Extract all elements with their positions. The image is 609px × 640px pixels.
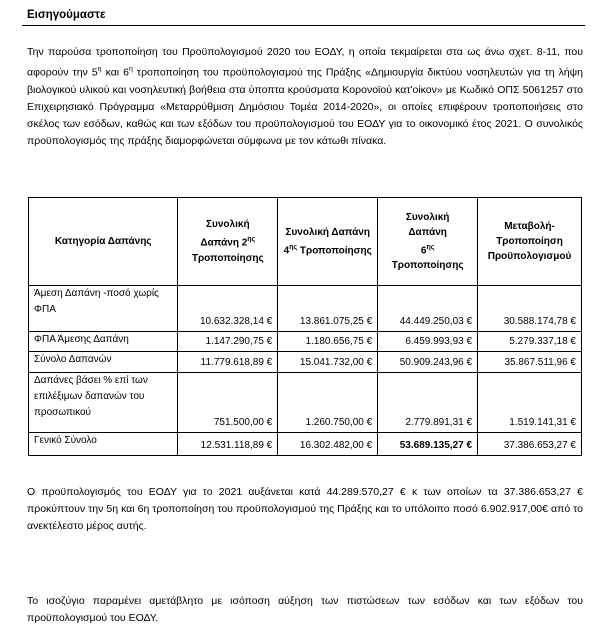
section-heading: Εισηγούμαστε (27, 9, 106, 21)
row-label: Δαπάνες βάσει % επί των επιλέξιμων δαπανών του προσωπικού (29, 373, 178, 433)
row-label: Σύνολο Δαπανών (29, 352, 178, 373)
table-row (29, 373, 582, 433)
cell-value: 6.459.993,93 € (378, 332, 478, 352)
cell-value: 35.867.511,96 € (478, 352, 582, 373)
intro-sup1: η (97, 66, 102, 73)
intro-text-part3: τροποποίηση του προϋπολογισμού της Πράξης «Δημιουργία δικτύου νοσηλευτών για τη λήψη βιολογικού υλικού και νοσηλευτική βοήθεια στα ύποπτα κρούσματα Κορονοϊού κατ'οίκον» με Κωδικό ΟΠΣ 5061257 στο Επιχειρησιακό Πρόγραμμα «Μεταρρύθμιση Δημόσιου Τομέα 2014-2020», οι οποίες επιφέρουν τροποποιήσεις στο σκέλος των εσόδων, καθώς και των εξόδων του προϋπολογισμού του ΕΟΔΥ για το οικονομικό έτος 2021. Ο συνολικός προϋπολογισμός της πράξης διαμορφώνεται σύμφωνα με τον κάτωθι πίνακα. (27, 66, 583, 147)
header-2nd-revision: Συνολική Δαπάνη $2^{\eta\varsigma}$ Τροποποίησης (178, 198, 278, 286)
cell-value: 30.588.174,78 € (478, 286, 582, 332)
header-4th-revision: Συνολική Δαπάνη $4^{\eta\varsigma}$ Τροποποίησης (278, 198, 378, 286)
header-budget-change: Μεταβολή- Τροποποίηση Προϋπολογισμού (478, 198, 582, 286)
cell-value: 1.260.750,00 € (278, 373, 378, 433)
table-row-total (29, 433, 582, 456)
cell-value: 10.632.328,14 € (178, 286, 278, 332)
cell-value: 12.531.118,89 € (178, 433, 278, 456)
budget-table (28, 197, 582, 456)
table-row (29, 352, 582, 373)
cell-value: 11.779.618,89 € (178, 352, 278, 373)
cell-value-highlight: 53.689.135,27 € (378, 433, 478, 456)
row-label: Γενικό Σύνολο (29, 433, 178, 456)
cell-value: 16.302.482,00 € (278, 433, 378, 456)
table-row (29, 286, 582, 332)
table-row (29, 332, 582, 352)
intro-text-part2: και 6 (101, 66, 129, 79)
budget-increase-paragraph: Ο προϋπολογισμός του ΕΟΔΥ για το 2021 αυξάνεται κατά 44.289.570,27 € κ των οποίων τα 37.386.653,27 € προκύπτουν την 5η και 6η τροποποίηση του προϋπολογισμού της Πράξης και το υπόλοιπο ποσό 6.902.917,00€ από το ανεκτέλεστο μέρος αυτής. (27, 486, 583, 532)
cell-value: 37.386.653,27 € (478, 433, 582, 456)
cell-value: 13.861.075,25 € (278, 286, 378, 332)
balance-paragraph: Το ισοζύγιο παραμένει αμετάβλητο με ισόποση αύξηση των πιστώσεων των εσόδων και των εξόδων του προϋπολογισμού του ΕΟΔΥ. (27, 595, 583, 624)
intro-sup2: η (128, 66, 133, 73)
cell-value: 1.519.141,31 € (478, 373, 582, 433)
header-6th-revision: Συνολική Δαπάνη $6^{\eta\varsigma}$ Τροποποίησης (378, 198, 478, 286)
table-header-row (29, 198, 582, 286)
cell-value: 1.147.290,75 € (178, 332, 278, 352)
cell-value: 751.500,00 € (178, 373, 278, 433)
row-label: ΦΠΑ Άμεσης Δαπάνη (29, 332, 178, 352)
intro-paragraph (27, 44, 583, 150)
heading-underline (22, 25, 585, 26)
cell-value: 2.779.891,31 € (378, 373, 478, 433)
cell-value: 50.909.243,96 € (378, 352, 478, 373)
cell-value: 1.180.656,75 € (278, 332, 378, 352)
header-category: Κατηγορία Δαπάνης (29, 198, 178, 286)
cell-value: 44.449.250,03 € (378, 286, 478, 332)
intro-text-part1: Την παρούσα τροποποίηση του Προϋπολογισμού 2020 του ΕΟΔΥ, η οποία τεκμαίρεται στα ως άνω σχετ. 8-11, που αφορούν την 5 (27, 46, 583, 79)
cell-value: 15.041.732,00 € (278, 352, 378, 373)
row-label: Άμεση Δαπάνη -ποσό χωρίς ΦΠΑ (29, 286, 178, 332)
cell-value: 5.279.337,18 € (478, 332, 582, 352)
